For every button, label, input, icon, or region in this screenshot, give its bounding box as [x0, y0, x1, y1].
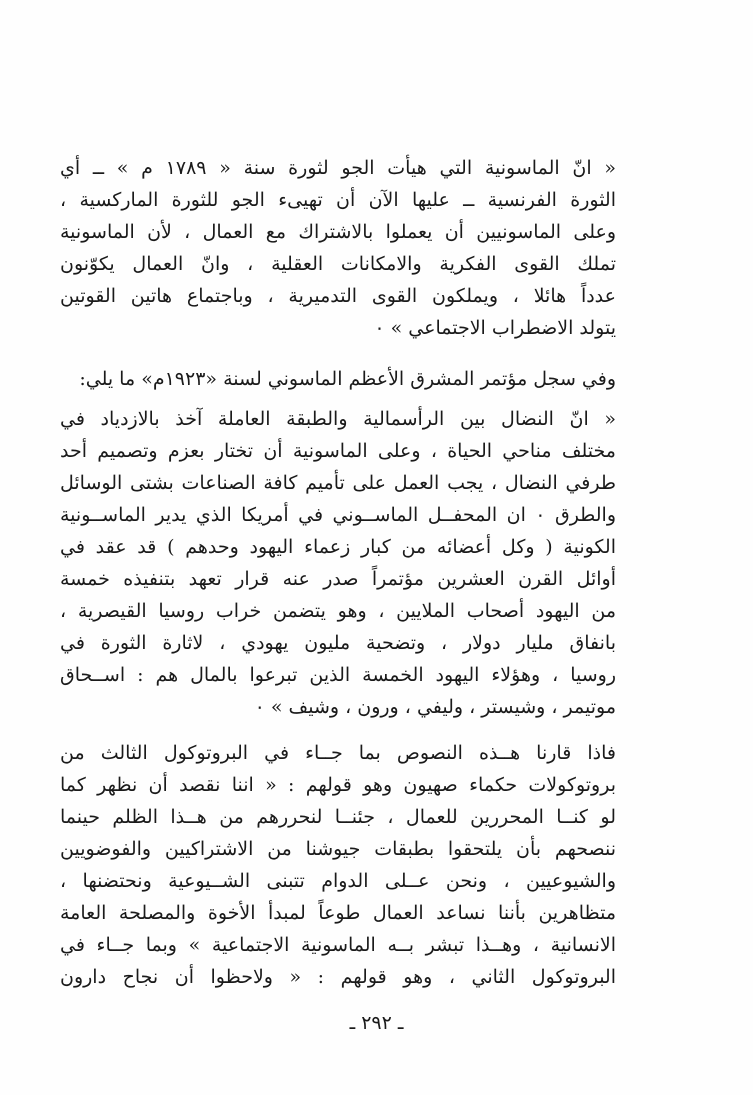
text-line: تملك القوى الفكرية والامكانات العقلية ، وانّ العمال يكوّنون	[60, 253, 616, 275]
paragraph-4	[60, 737, 616, 993]
text-line: طرفي النضال ، يجب العمل على تأميم كافة الصناعات بشتى الوسائل	[60, 472, 616, 494]
text-line: الانسانية ، وهــذا تبشر بــه الماسونية الاجتماعية » وبما جــاء في	[60, 934, 616, 956]
text-line: من اليهود أصحاب الملايين ، وهو يتضمن خراب روسيا القيصرية ،	[60, 600, 616, 622]
text-line: يتولد الاضطراب الاجتماعي » ٠	[374, 317, 616, 339]
text-line: موتيمر ، وشيستر ، وليفي ، ورون ، وشيف » ٠	[254, 696, 616, 718]
text-line: روسيا ، وهؤلاء اليهود الخمسة الذين تبرعوا بالمال هم : اســحاق	[60, 664, 616, 686]
text-line: « انّ الماسونية التي هيأت الجو لثورة سنة « ١٧٨٩ م » ــ أي	[60, 157, 616, 179]
text-line: والشيوعيين ، ونحن عــلى الدوام تتبنى الشــيوعية ونحتضنها ،	[60, 870, 616, 892]
text-line: بروتوكولات حكماء صهيون وهو قولهم : « اننا نقصد أن نظهر كما	[60, 774, 616, 796]
text-line: عدداً هائلا ، ويملكون القوى التدميرية ، وباجتماع هاتين القوتين	[60, 285, 616, 307]
text-line: أوائل القرن العشرين مؤتمراً صدر عنه قرار تعهد بتنفيذه خمسة	[60, 568, 616, 590]
text-line: والطرق ٠ ان المحفــل الماســوني في أمريكا الذي يدير الماســونية	[60, 504, 616, 526]
text-line: « انّ النضال بين الرأسمالية والطبقة العاملة آخذ بالازدياد في	[60, 408, 616, 430]
paragraph-3	[60, 403, 616, 723]
text-line: لو كنــا المحررين للعمال ، جئنــا لنحررهم من هــذا الظلم حينما	[60, 806, 616, 828]
paragraph-2	[60, 363, 616, 395]
text-line: وفي سجل مؤتمر المشرق الأعظم الماسوني لسنة «١٩٢٣م» ما يلي:	[79, 368, 616, 390]
text-line: فاذا قارنا هــذه النصوص بما جــاء في البروتوكول الثالث من	[60, 742, 616, 764]
text-line: مختلف مناحي الحياة ، وعلى الماسونية أن تختار بعزم وتصميم أحد	[60, 440, 616, 462]
text-line: بانفاق مليار دولار ، وتضحية مليون يهودي ، لاثارة الثورة في	[60, 632, 616, 654]
text-line: وعلى الماسونيين أن يعملوا بالاشتراك مع العمال ، لأن الماسونية	[60, 221, 616, 243]
text-line: متظاهرين بأننا نساعد العمال طوعاً لمبدأ الأخوة والمصلحة العامة	[60, 902, 616, 924]
page-number: ـ ٢٩٢ ـ	[349, 1012, 404, 1034]
text-line: الكونية ( وكل أعضائه من كبار زعماء اليهود وحدهم ) قد عقد في	[60, 536, 616, 558]
paragraph-1	[60, 152, 616, 344]
text-line: البروتوكول الثاني ، وهو قولهم : « ولاحظوا أن نجاح دارون	[60, 966, 616, 988]
text-line: ننصحهم بأن يلتحقوا بطبقات جيوشنا من الاشتراكيين والفوضويين	[60, 838, 616, 860]
text-line: الثورة الفرنسية ــ عليها الآن أن تهيىء الجو للثورة الماركسية ،	[60, 189, 616, 211]
